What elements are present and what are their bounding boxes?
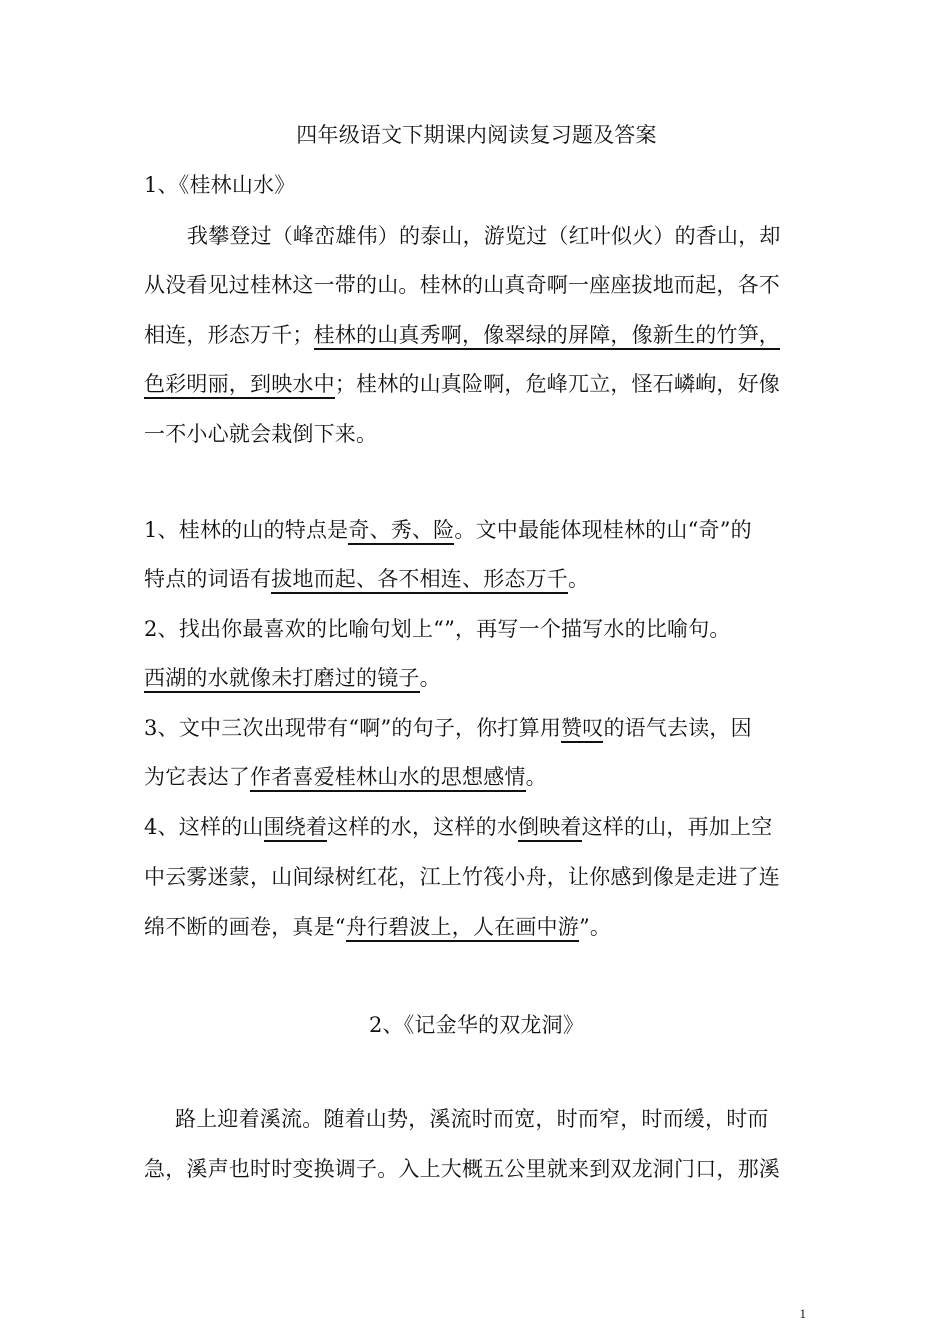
question-3-line-1: 3、文中三次出现带有“啊”的句子，你打算用赞叹的语气去读，因 [144,713,809,743]
answer-text: 赞叹 [561,716,603,743]
section-heading-guilin: 1、《桂林山水》 [144,173,296,197]
passage2-line-2: 急，溪声也时时变换调子。入上大概五公里就来到双龙洞门口，那溪 [144,1157,780,1181]
question-1-line-1: 1、桂林的山的特点是奇、秀、险。文中最能体现桂林的山“奇”的 [144,515,809,545]
passage2-line-1: 路上迎着溪流。随着山势，溪流时而宽，时而窄，时而缓，时而 [175,1107,769,1131]
answer-text: 西湖的水就像未打磨过的镜子 [144,666,420,693]
passage-line-5: 一不小心就会栽倒下来。 [144,422,378,446]
answer-text: 围绕着 [264,815,328,842]
answer-text: 舟行碧波上，人在画中游 [346,915,579,942]
answer-text: 奇、秀、险 [348,518,454,545]
answer-text: 拔地而起、各不相连、形态万千 [271,567,568,594]
underlined-text: 色彩明丽，到映水中 [144,372,335,399]
passage-line-3: 相连，形态万千；桂林的山真秀啊，像翠绿的屏障，像新生的竹笋， [144,320,809,350]
question-2-answer: 西湖的水就像未打磨过的镜子。 [144,663,809,693]
question-1-line-2: 特点的词语有拔地而起、各不相连、形态万千。 [144,564,809,594]
passage-line-1: 我攀登过（峰峦雄伟）的泰山，游览过（红叶似火）的香山，却 [187,224,781,248]
question-3-line-2: 为它表达了作者喜爱桂林山水的思想感情。 [144,762,809,792]
answer-text: 作者喜爱桂林山水的思想感情 [250,765,526,792]
answer-text: 倒映着 [518,815,582,842]
passage-line-2: 从没看见过桂林这一带的山。桂林的山真奇啊一座座拔地而起，各不 [144,273,780,297]
question-2-line-1: 2、找出你最喜欢的比喻句划上“”，再写一个描写水的比喻句。 [144,617,731,641]
underlined-text: 桂林的山真秀啊，像翠绿的屏障，像新生的竹笋， [314,323,780,350]
question-4-line-3: 绵不断的画卷，真是“舟行碧波上，人在画中游”。 [144,912,809,942]
document-title: 四年级语文下期课内阅读复习题及答案 [296,123,657,147]
section-heading-shuanglong: 2、《记金华的双龙洞》 [368,1013,585,1037]
page-number: 1 [799,1306,806,1321]
question-4-line-1: 4、这样的山围绕着这样的水，这样的水倒映着这样的山，再加上空 [144,812,809,842]
question-4-line-2: 中云雾迷蒙，山间绿树红花，江上竹筏小舟，让你感到像是走进了连 [144,865,780,889]
passage-line-4: 色彩明丽，到映水中；桂林的山真险啊，危峰兀立，怪石嶙峋，好像 [144,369,809,399]
